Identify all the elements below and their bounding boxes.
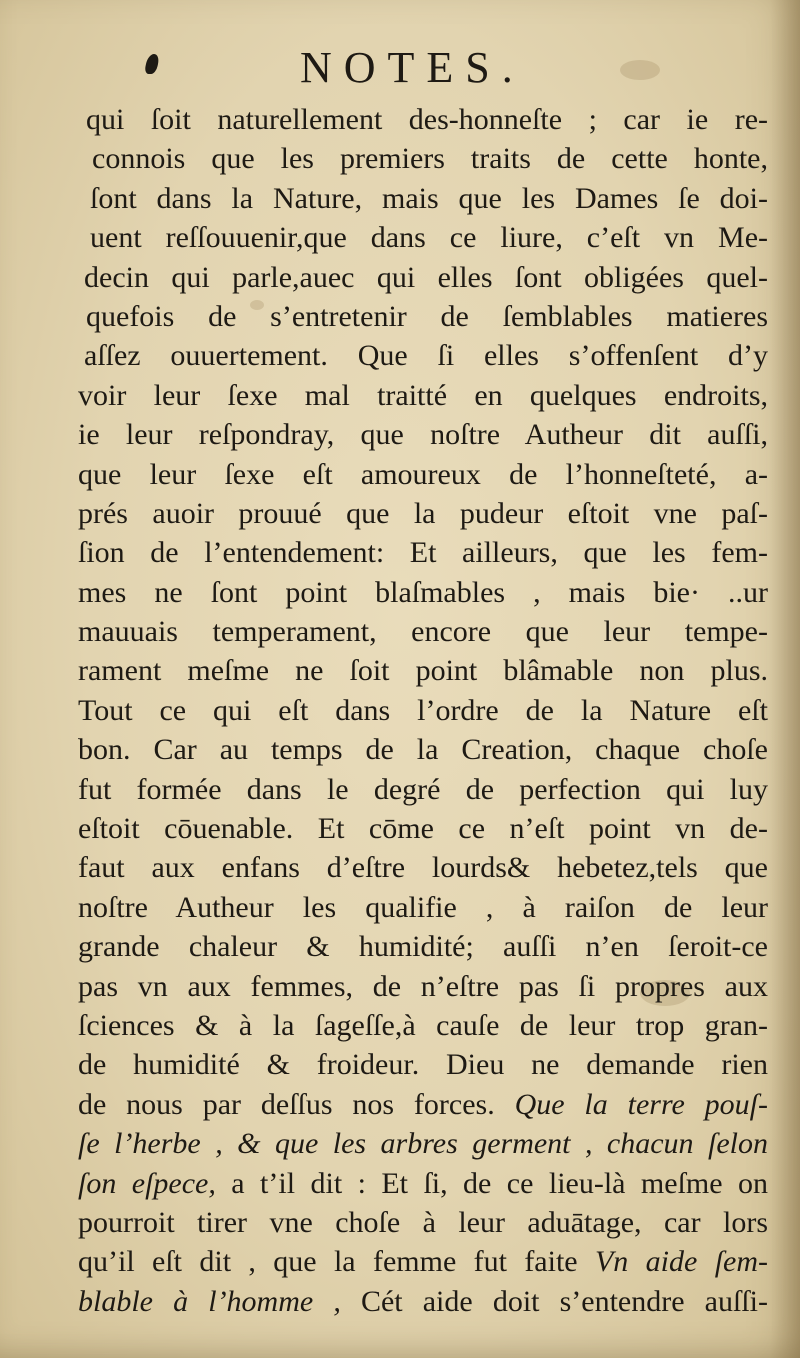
text-line: connois que les premiers traits de cette honte, bbox=[92, 142, 768, 176]
text-line: grande chaleur & humidité; auſſi n’en ſeroit-ce bbox=[78, 930, 768, 964]
text-line: pourroit tirer vne choſe à leur aduātage, car lors bbox=[78, 1205, 768, 1239]
text-line: mes ne ſont point blaſmables , mais bie· ..ur bbox=[78, 575, 768, 609]
text-line: faut aux enfans d’eſtre lourds& hebetez,tels que bbox=[78, 851, 768, 885]
text-line: rament meſme ne ſoit point blâmable non plus. bbox=[78, 654, 768, 688]
running-title: NOTES. bbox=[300, 43, 525, 92]
text-line: quefois de s’entretenir de ſemblables matieres bbox=[86, 299, 768, 333]
text-segment: qu’il eſt dit , que la femme fut faite bbox=[78, 1245, 595, 1279]
text-line: decin qui parle,auec qui elles ſont obligées quel- bbox=[84, 260, 768, 294]
text-segment: Cét aide doit s’entendre auſſi- bbox=[340, 1284, 768, 1318]
text-line: ſont dans la Nature, mais que les Dames ſe doi- bbox=[90, 181, 768, 215]
italic-quotation: Vn aide ſem- bbox=[594, 1245, 768, 1279]
text-line: Tout ce qui eſt dans l’ordre de la Nature eſt bbox=[78, 693, 768, 727]
text-line: noſtre Autheur les qualifie , à raiſon de leur bbox=[78, 890, 768, 924]
italic-quotation: blable à l’homme , bbox=[78, 1284, 341, 1318]
text-line: qui ſoit naturellement des-honneſte ; car ie re- bbox=[86, 103, 768, 136]
italic-quotation: Que la terre pouſ- bbox=[514, 1087, 768, 1121]
notes-body-text bbox=[78, 100, 768, 1321]
text-line: ſciences & à la ſageſſe,à cauſe de leur trop gran- bbox=[78, 1008, 768, 1042]
text-line bbox=[78, 1164, 768, 1203]
italic-quotation: ſon eſpece, bbox=[78, 1166, 216, 1200]
text-line: que leur ſexe eſt amoureux de l’honneſteté, a- bbox=[78, 457, 768, 491]
text-line bbox=[78, 1282, 768, 1321]
text-line: uent reſſouuenir,que dans ce liure, c’eſt vn Me- bbox=[90, 221, 768, 255]
text-line: prés auoir prouué que la pudeur eſtoit vne paſ- bbox=[78, 496, 768, 530]
italic-quotation-line: ſe l’herbe , & que les arbres germent , chacun ſelon bbox=[78, 1127, 768, 1161]
text-line: aſſez ouuertement. Que ſi elles s’offenſent d’y bbox=[84, 339, 768, 373]
fleuron-ornament-icon bbox=[144, 54, 160, 74]
page-gutter-shadow bbox=[770, 0, 800, 1358]
page-header bbox=[0, 42, 800, 92]
text-line: ſion de l’entendement: Et ailleurs, que les fem- bbox=[78, 536, 768, 570]
text-line: fut formée dans le degré de perfection qui luy bbox=[78, 772, 768, 806]
text-segment: de nous par deſſus nos forces. bbox=[78, 1087, 495, 1121]
text-segment: a t’il dit : Et ſi, de ce lieu-là meſme on bbox=[215, 1166, 768, 1200]
text-line: ie leur reſpondray, que noſtre Autheur dit auſſi, bbox=[78, 418, 768, 452]
text-line: de humidité & froideur. Dieu ne demande rien bbox=[78, 1048, 768, 1082]
text-line bbox=[78, 1242, 768, 1281]
text-line bbox=[78, 1085, 768, 1124]
text-line: eſtoit cōuenable. Et cōme ce n’eſt point vn de- bbox=[78, 812, 768, 846]
text-line: voir leur ſexe mal traitté en quelques endroits, bbox=[78, 378, 768, 412]
text-line: bon. Car au temps de la Creation, chaque choſe bbox=[78, 733, 768, 767]
text-line: mauuais temperament, encore que leur tempe- bbox=[78, 615, 768, 649]
text-line: pas vn aux femmes, de n’eſtre pas ſi propres aux bbox=[78, 969, 768, 1003]
